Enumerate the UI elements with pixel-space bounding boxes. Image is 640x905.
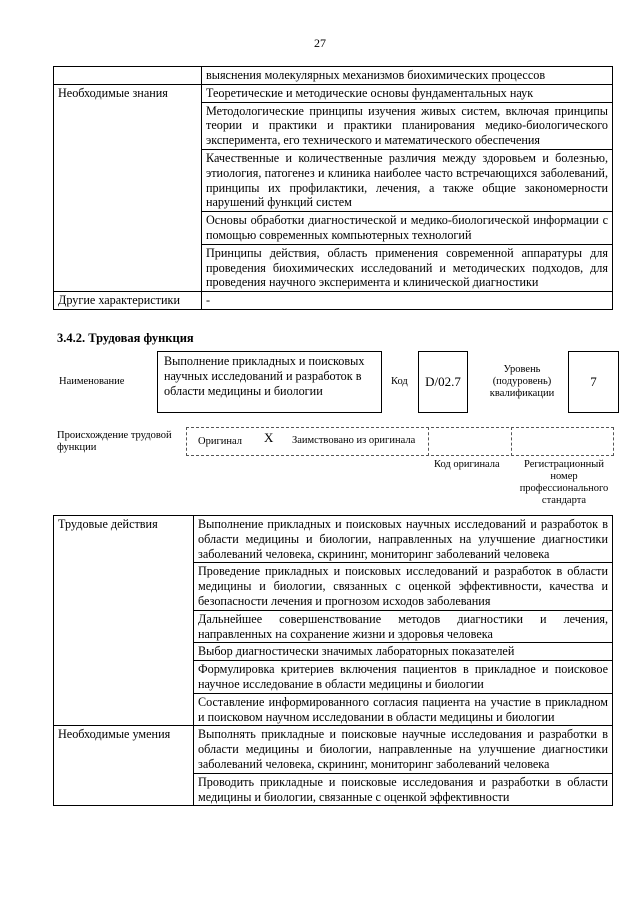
cell-text: Выполнять прикладные и поисковые научные исследования и разработки в области медицины и биологии, направленные на улучшение диагностики заболеваний человека, скрининг, мониторинг заболеваний человека xyxy=(194,726,613,773)
function-name-box: Выполнение прикладных и поисковых научных исследований и разработок в области медицины и биологии xyxy=(157,351,382,413)
table-row xyxy=(54,67,613,85)
row-label-other: Другие характеристики xyxy=(54,292,202,310)
reg-number-caption: Регистрационный номер профессионального стандарта xyxy=(519,459,609,506)
cell-text: Качественные и количественные различия между здоровьем и болезнью, этиология, патогенез и клиника наиболее часто встречающихся заболеваний, принципы их профилактики, лечения, а также общие закономерности нарушений функций систем xyxy=(202,149,613,211)
table-row xyxy=(54,84,613,102)
cell-text: Выбор диагностически значимых лабораторных показателей xyxy=(194,643,613,661)
row-label-labor-actions: Трудовые действия xyxy=(54,516,194,726)
section-heading: 3.4.2. Трудовая функция xyxy=(57,331,194,345)
name-label: Наименование xyxy=(59,376,125,387)
table-row xyxy=(54,726,613,773)
cell-text: Дальнейшее совершенствование методов диагностики и лечения, направленных на сохранение жизни и здоровья человека xyxy=(194,610,613,643)
level-label: Уровень (подуровень) квалификации xyxy=(489,364,555,399)
cell-text: Методологические принципы изучения живых систем, включая принципы теории и практики и практики планирования медико-биологического эксперимента, его технического и математического обеспечения xyxy=(202,102,613,149)
code-original-caption: Код оригинала xyxy=(434,459,500,470)
page-number: 27 xyxy=(314,36,326,50)
cell-text: Формулировка критериев включения пациентов в прикладное и поисковое научное исследование в области медицины и биологии xyxy=(194,661,613,694)
code-label: Код xyxy=(391,376,408,387)
cell-text: Составление информированного согласия пациента на участие в прикладном и поисковом научном исследовании в области медицины и биологии xyxy=(194,693,613,726)
level-value-box: 7 xyxy=(568,351,619,413)
cell-text: Проведение прикладных и поисковых исследований и разработок в области медицины и биологии, связанных с оценкой эффективности, качества и безопасности лечения и прогнозом исходов заболевания xyxy=(194,563,613,610)
table-row xyxy=(54,292,613,310)
row-label-required-skills: Необходимые умения xyxy=(54,726,194,806)
labor-function-table xyxy=(53,515,613,806)
origin-label: Происхождение трудовой функции xyxy=(57,430,172,453)
row-label xyxy=(54,67,202,85)
table-row xyxy=(54,516,613,563)
cell-text: Принципы действия, область применения современной аппаратуры для проведения биохимических исследований и методических подходов, для проведения научного эксперимента и клинической диагностики xyxy=(202,244,613,291)
cell-text: Проводить прикладные и поисковые исследования и разработки в области медицины и биологии, связанные с оценкой эффективности xyxy=(194,773,613,806)
origin-row xyxy=(186,427,614,456)
cell-text: Выполнение прикладных и поисковых научных исследований и разработок в области медицины и биологии, направленных на улучшение диагностики заболеваний человека, скрининг, мониторинг заболеваний человека xyxy=(194,516,613,563)
borrowed-label: Заимствовано из оригинала xyxy=(292,435,416,446)
code-value-box: D/02.7 xyxy=(418,351,468,413)
knowledge-table xyxy=(53,66,613,310)
cell-text: Основы обработки диагностической и медико-биологической информации с помощью современных компьютерных технологий xyxy=(202,212,613,245)
original-mark: X xyxy=(264,430,274,445)
cell-text: - xyxy=(202,292,613,310)
original-label: Оригинал xyxy=(198,436,242,447)
row-label-required-knowledge: Необходимые знания xyxy=(54,84,202,291)
cell-text: выяснения молекулярных механизмов биохимических процессов xyxy=(202,67,613,85)
cell-text: Теоретические и методические основы фундаментальных наук xyxy=(202,84,613,102)
